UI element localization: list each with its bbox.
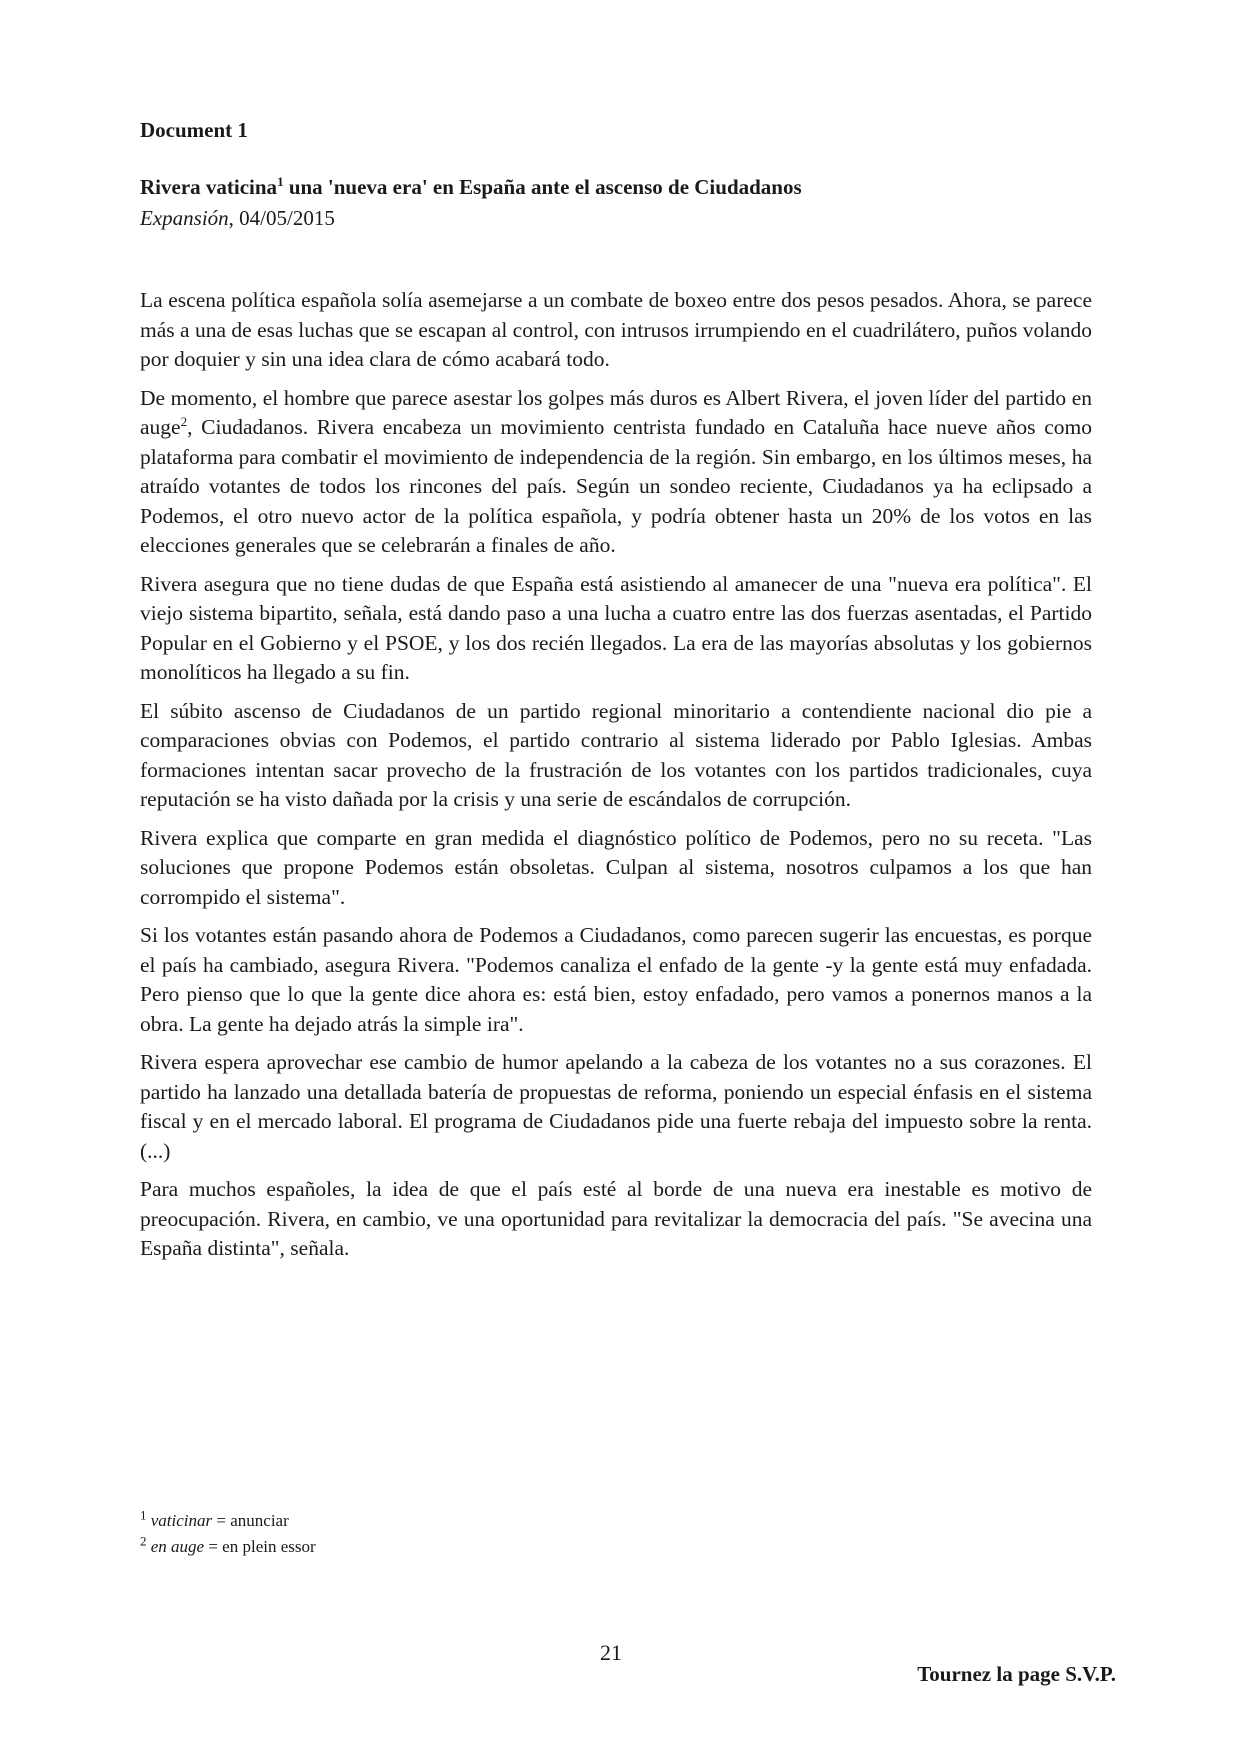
page-number: 21	[600, 1640, 622, 1665]
title-text-rest: una 'nueva era' en España ante el ascenso de Ciudadanos	[283, 175, 802, 199]
article-title	[140, 175, 802, 200]
footnote-ref-2: 2	[180, 413, 188, 429]
footnote-term: en auge	[150, 1537, 205, 1556]
paragraph-text: , Ciudadanos. Rivera encabeza un movimiento centrista fundado en Cataluña hace nueve años como plataforma para combatir el movimiento de independencia de la región. Sin embargo, en los últimos meses, ha atraído votantes de todos los rincones del país. Según un sondeo reciente, Ciudadanos ya ha eclipsado a Podemos, el otro nuevo actor de la política española, y podría obtener hasta un 20% de los votos en las elecciones generales que se celebrarán a finales de año.	[140, 415, 1092, 557]
paragraph: Rivera espera aprovechar ese cambio de humor apelando a la cabeza de los votantes no a sus corazones. El partido ha lanzado una detallada batería de propuestas de reforma, poniendo un especial énfasis en el sistema fiscal y en el mercado laboral. El programa de Ciudadanos pide una fuerte rebaja del impuesto sobre la renta. (...)	[140, 1050, 1092, 1163]
paragraph: Si los votantes están pasando ahora de Podemos a Ciudadanos, como parecen sugerir las encuestas, es porque el país ha cambiado, asegura Rivera. "Podemos canaliza el enfado de la gente -y la gente está muy enfadada. Pero pienso que lo que la gente dice ahora es: está bien, estoy enfadado, pero vamos a ponernos manos a la obra. La gente ha dejado atrás la simple ira".	[140, 923, 1092, 1036]
title-text: Rivera vaticina	[140, 175, 278, 199]
footnote-ref-1: 1	[277, 174, 284, 189]
footnote-term: vaticinar	[150, 1511, 213, 1530]
turn-page-note: Tournez la page S.V.P.	[917, 1662, 1116, 1686]
paragraph: Rivera explica que comparte en gran medida el diagnóstico político de Podemos, pero no su receta. "Las soluciones que propone Podemos están obsoletas. Culpan al sistema, nosotros culpamos a los que han corrompido el sistema".	[140, 825, 1092, 909]
footnote-number: 1	[140, 1507, 147, 1523]
footnote-definition: = en plein essor	[204, 1537, 316, 1556]
paragraph: La escena política española solía asemejarse a un combate de boxeo entre dos pesos pesados. Ahora, se parece más a una de esas luchas que se escapan al control, con intrusos irrumpiendo en el cuadrilátero, puños volando por doquier y sin una idea clara de cómo acabará todo.	[140, 288, 1092, 371]
paragraph-text: De momento, el hombre que parece asestar los golpes más duros es Albert Rivera, el joven líder del partido en auge	[140, 385, 1092, 439]
paragraph: El súbito ascenso de Ciudadanos de un partido regional minoritario a contendiente nacional dio pie a comparaciones obvias con Podemos, el partido contrario al sistema liderado por Pablo Iglesias. Ambas formaciones intentan sacar provecho de la frustración de los votantes con los partidos tradicionales, cuya reputación se ha visto dañada por la crisis y una serie de escándalos de corrupción.	[140, 698, 1092, 811]
publication-name: Expansión	[140, 206, 229, 230]
paragraph	[140, 384, 1092, 561]
footnote-definition: = anunciar	[212, 1511, 289, 1530]
footnote	[140, 1534, 316, 1560]
article-source	[140, 206, 335, 231]
publication-date: , 04/05/2015	[228, 206, 335, 230]
footnotes	[140, 1508, 316, 1560]
paragraph: Para muchos españoles, la idea de que el país esté al borde de una nueva era inestable es motivo de preocupación. Rivera, en cambio, ve una oportunidad para revitalizar la democracia del país. "Se avecina una España distinta", señala.	[140, 1177, 1092, 1260]
article-body	[140, 286, 1092, 1273]
footnote	[140, 1508, 316, 1534]
paragraph: Rivera asegura que no tiene dudas de que España está asistiendo al amanecer de una "nueva era política". El viejo sistema bipartito, señala, está dando paso a una lucha a cuatro entre las dos fuerzas asentadas, el Partido Popular en el Gobierno y el PSOE, y los dos recién llegados. La era de las mayorías absolutas y los gobiernos monolíticos ha llegado a su fin.	[140, 571, 1092, 684]
document-label: Document 1	[140, 118, 248, 142]
footnote-number: 2	[140, 1533, 147, 1549]
